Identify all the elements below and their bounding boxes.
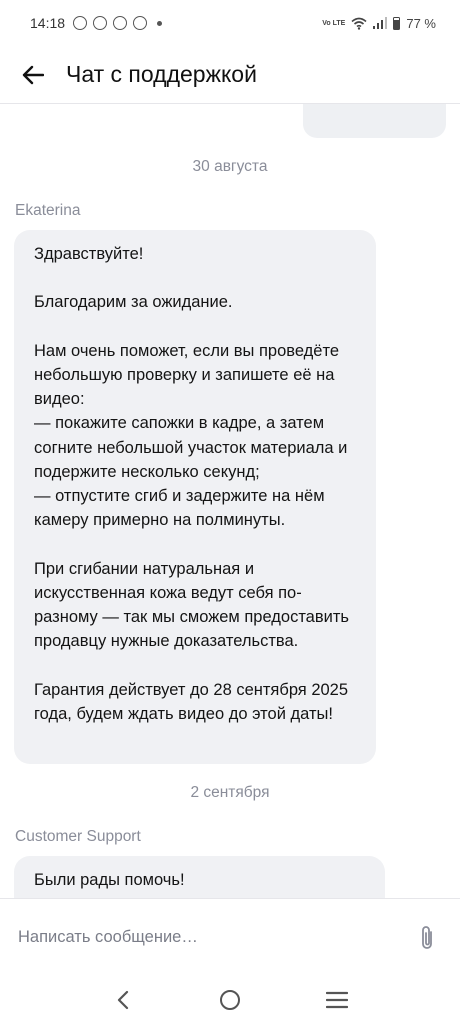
system-nav-bar [0, 976, 460, 1024]
notification-icons [73, 16, 162, 30]
message-bubble[interactable] [14, 230, 376, 764]
message-list[interactable] [0, 104, 460, 898]
battery-percent: 77 % [406, 15, 436, 31]
nav-back-button[interactable] [103, 980, 143, 1020]
signal-icon [373, 17, 387, 29]
own-message-bubble [303, 104, 446, 138]
message-input[interactable] [18, 928, 412, 947]
status-bar [0, 0, 460, 46]
page-title: Чат с поддержкой [66, 61, 257, 87]
messages-icon [93, 16, 107, 30]
message-sender: Customer Support [15, 828, 141, 845]
attach-button[interactable] [412, 918, 442, 958]
recents-nav-icon [326, 991, 348, 1009]
home-nav-icon [219, 989, 241, 1011]
paperclip-icon [418, 924, 436, 952]
date-separator: 30 августа [192, 158, 268, 175]
check-circle-icon [113, 16, 127, 30]
arrow-left-icon [22, 65, 44, 85]
battery-icon [393, 17, 400, 30]
status-time: 14:18 [30, 15, 66, 31]
message-bubble[interactable] [14, 856, 385, 898]
date-separator: 2 сентября [190, 784, 270, 801]
app-bar [0, 46, 460, 104]
message-text: Были рады помочь! [34, 871, 185, 889]
volte-icon: Vo LTE [322, 19, 346, 27]
more-notifications-icon [157, 21, 162, 26]
message-sender: Ekaterina [15, 202, 81, 219]
nav-recents-button[interactable] [317, 980, 357, 1020]
message-text: Здравствуйте! Благодарим за ожидание. Нам очень поможет, если вы проведёте небольшую проверку и запишете её на видео: — покажите сапожки в кадре, а затем согните небольшой участок материала и подержите несколько секунд; — отпустите сгиб и задержите на нём камеру примерно на полминуты. При сгибании натуральная и искусственная кожа ведут себя по-разному — так мы сможем предоставить продавцу нужные доказательства. Гарантия действует до 28 сентября 2025 года, будем ждать видео до этой даты! [34, 245, 349, 723]
back-nav-icon [116, 990, 130, 1010]
system-icons [322, 16, 436, 31]
hash-icon [133, 16, 147, 30]
message-composer [0, 898, 460, 976]
nav-home-button[interactable] [210, 980, 250, 1020]
wifi-icon [351, 17, 367, 30]
whatsapp-icon [73, 16, 87, 30]
back-button[interactable] [0, 46, 66, 104]
